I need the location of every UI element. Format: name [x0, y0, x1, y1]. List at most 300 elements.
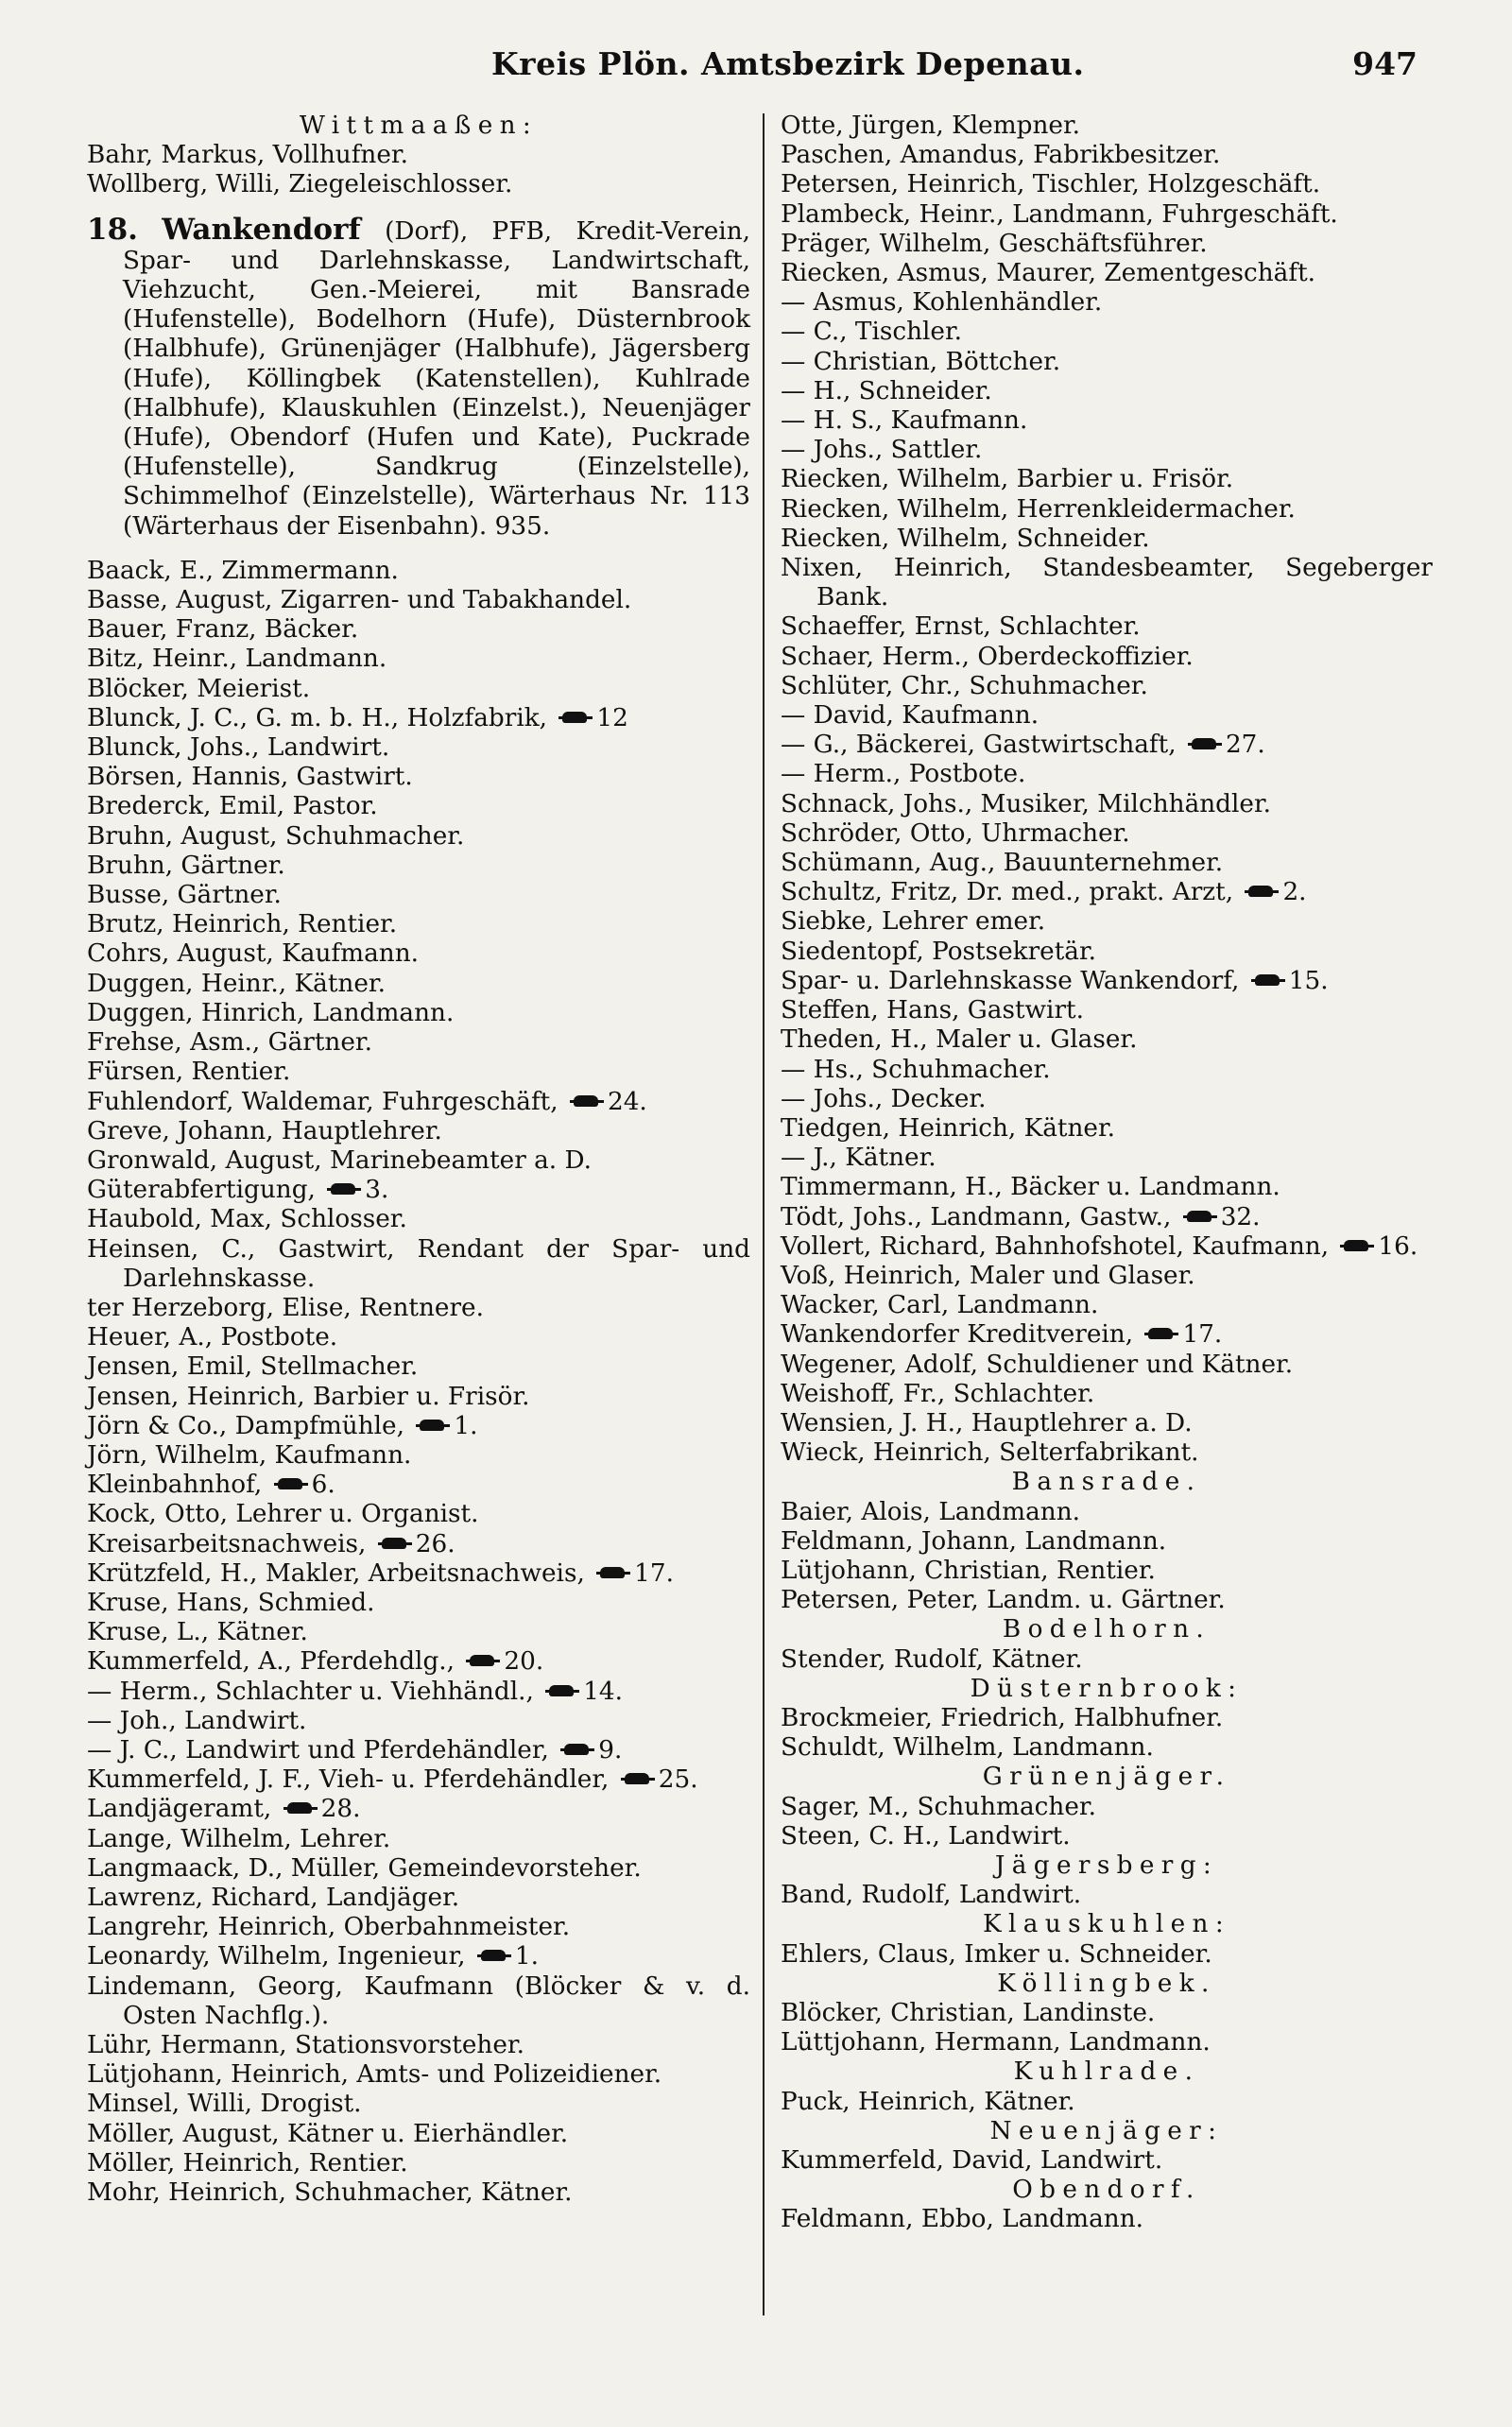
- entry-text: Siebke, Lehrer emer.: [781, 907, 1046, 937]
- entry-text: Fuhlendorf, Waldemar, Fuhrgeschäft,: [87, 1087, 558, 1116]
- directory-entry: [781, 1320, 1433, 1350]
- entry-text: — G., Bäckerei, Gastwirtschaft,: [781, 731, 1177, 760]
- phone-number: 28.: [320, 1795, 361, 1824]
- entry-text: Duggen, Hinrich, Landmann.: [87, 998, 455, 1027]
- directory-entry: [87, 822, 750, 852]
- entry-text: Leonardy, Wilhelm, Ingenieur,: [87, 1942, 466, 1971]
- directory-entry: [781, 1232, 1433, 1262]
- left-column: [87, 112, 750, 2208]
- entry-text: Wittmaaßen:: [299, 112, 539, 140]
- telephone-icon: [1188, 737, 1222, 750]
- entry-text: Spar- u. Darlehnskasse Wankendorf,: [781, 966, 1240, 995]
- entry-text: Jensen, Emil, Stellmacher.: [87, 1352, 419, 1382]
- entry-text: Kummerfeld, David, Landwirt.: [781, 2146, 1163, 2176]
- entry-text: Blöcker, Meierist.: [87, 674, 311, 703]
- phone-number: 20.: [504, 1647, 544, 1677]
- entry-text: Kuhlrade.: [1013, 2057, 1200, 2087]
- entry-text: Jägersberg:: [994, 1850, 1219, 1880]
- directory-entry: [87, 2031, 750, 2060]
- directory-entry: [87, 704, 750, 733]
- entry-text: Timmermann, H., Bäcker u. Landmann.: [781, 1173, 1280, 1202]
- entry-text: Riecken, Wilhelm, Barbier u. Frisör.: [781, 465, 1234, 494]
- entry-text: Schümann, Aug., Bauunternehmer.: [781, 849, 1224, 878]
- entry-text: Baier, Alois, Landmann.: [781, 1497, 1080, 1526]
- locality-heading: [781, 1468, 1433, 1497]
- directory-entry: [87, 2178, 750, 2208]
- directory-entry: [87, 1972, 750, 2031]
- entry-text: Obendorf.: [1012, 2176, 1201, 2205]
- entry-text: Voß, Heinrich, Maler und Glaser.: [781, 1261, 1195, 1290]
- directory-entry: [87, 1559, 750, 1589]
- entry-text: Bitz, Heinr., Landmann.: [87, 645, 387, 674]
- entry-text: Kummerfeld, J. F., Vieh- u. Pferdehändler,: [87, 1765, 610, 1795]
- directory-entry: [781, 377, 1433, 406]
- entry-text: Lange, Wilhelm, Lehrer.: [87, 1824, 391, 1853]
- locality-heading: [781, 2176, 1433, 2205]
- locality-heading: [781, 1615, 1433, 1644]
- entry-text: Kruse, L., Kätner.: [87, 1618, 308, 1647]
- directory-entry: [87, 1647, 750, 1677]
- entry-text: Börsen, Hannis, Gastwirt.: [87, 763, 413, 792]
- directory-entry: [87, 2120, 750, 2149]
- directory-entry: [87, 586, 750, 615]
- telephone-icon: [1340, 1239, 1374, 1252]
- entry-text: — Herm., Schlachter u. Viehhändl.,: [87, 1677, 534, 1706]
- directory-entry: [87, 1678, 750, 1707]
- entry-text: Lütjohann, Christian, Rentier.: [781, 1556, 1156, 1585]
- directory-entry: [87, 141, 750, 170]
- directory-entry: [781, 406, 1433, 436]
- directory-entry: [87, 733, 750, 763]
- telephone-icon: [466, 1654, 500, 1667]
- directory-entry: [781, 1645, 1433, 1675]
- entry-text: — Herm., Postbote.: [781, 760, 1026, 789]
- telephone-icon: [284, 1801, 318, 1815]
- entry-text: Band, Rudolf, Landwirt.: [781, 1881, 1082, 1910]
- entry-text: Frehse, Asm., Gärtner.: [87, 1028, 372, 1058]
- directory-entry: [87, 1205, 750, 1234]
- directory-entry: [781, 465, 1433, 494]
- telephone-icon: [477, 1949, 511, 1962]
- directory-entry: [781, 1085, 1433, 1114]
- entry-text: Blunck, Johs., Landwirt.: [87, 733, 390, 763]
- entry-text: Paschen, Amandus, Fabrikbesitzer.: [781, 141, 1221, 170]
- directory-entry: [781, 230, 1433, 259]
- directory-entry: [87, 1176, 750, 1205]
- locality-heading: [781, 1763, 1433, 1792]
- directory-entry: [87, 1323, 750, 1352]
- municipality-entry: [87, 212, 751, 542]
- page-header: [85, 45, 1427, 95]
- telephone-icon: [560, 1743, 594, 1756]
- directory-entry: [87, 1471, 750, 1500]
- entry-text: Jensen, Heinrich, Barbier u. Frisör.: [87, 1382, 530, 1411]
- entry-text: Schlüter, Chr., Schuhmacher.: [781, 671, 1148, 700]
- phone-number: 26.: [415, 1529, 455, 1558]
- entry-text: Steen, C. H., Landwirt.: [781, 1821, 1071, 1850]
- entry-text: Blunck, J. C., G. m. b. H., Holzfabrik,: [87, 703, 548, 732]
- right-column: [781, 112, 1433, 2235]
- entry-text: Lüttjohann, Hermann, Landmann.: [781, 2028, 1211, 2057]
- entry-text: Weishoff, Fr., Schlachter.: [781, 1379, 1095, 1408]
- entry-text: Feldmann, Johann, Landmann.: [781, 1526, 1167, 1556]
- entry-text: — H., Schneider.: [781, 376, 992, 405]
- entry-text: — Joh., Landwirt.: [87, 1706, 307, 1735]
- entry-text: Lawrenz, Richard, Landjäger.: [87, 1883, 460, 1912]
- entry-text: Neuenjäger:: [989, 2116, 1224, 2145]
- page-number: 947: [1352, 45, 1418, 82]
- directory-entry: [87, 170, 750, 199]
- municipality-name: Wankendorf: [162, 212, 361, 247]
- locality-heading: [781, 2117, 1433, 2146]
- telephone-icon: [558, 711, 593, 724]
- directory-entry: [781, 612, 1433, 642]
- telephone-icon: [545, 1684, 579, 1697]
- directory-entry: [781, 996, 1433, 1025]
- directory-entry: [87, 2149, 750, 2178]
- entry-text: Jörn, Wilhelm, Kaufmann.: [87, 1440, 412, 1470]
- directory-entry: [781, 1173, 1433, 1202]
- entry-text: Tiedgen, Heinrich, Kätner.: [781, 1113, 1116, 1143]
- entry-text: Klauskuhlen:: [982, 1910, 1231, 1939]
- directory-entry: [87, 1146, 750, 1176]
- directory-entry: [87, 2090, 750, 2119]
- entry-text: Wacker, Carl, Landmann.: [781, 1291, 1099, 1320]
- telephone-icon: [378, 1537, 412, 1550]
- directory-entry: [87, 1913, 750, 1942]
- entry-text: Ehlers, Claus, Imker u. Schneider.: [781, 1939, 1212, 1969]
- spacer: [87, 542, 750, 557]
- entry-text: Wensien, J. H., Hauptlehrer a. D.: [781, 1408, 1193, 1437]
- entry-text: Petersen, Heinrich, Tischler, Holzgeschäft.: [781, 170, 1321, 199]
- directory-entry: [781, 1557, 1433, 1586]
- entry-text: Petersen, Peter, Landm. u. Gärtner.: [781, 1586, 1226, 1615]
- telephone-icon: [1144, 1327, 1178, 1340]
- directory-entry: [781, 1733, 1433, 1763]
- entry-text: Wollberg, Willi, Ziegeleischlosser.: [87, 170, 513, 199]
- directory-entry: [87, 1530, 750, 1559]
- entry-text: Bodelhorn.: [1002, 1615, 1211, 1644]
- entry-text: — Johs., Decker.: [781, 1084, 987, 1113]
- phone-number: 6.: [311, 1471, 335, 1500]
- column-divider: [763, 113, 765, 2315]
- directory-entry: [87, 1707, 750, 1736]
- directory-entry: [87, 881, 750, 910]
- entry-text: Krützfeld, H., Makler, Arbeitsnachweis,: [87, 1558, 585, 1588]
- entry-text: Düsternbrook:: [970, 1674, 1244, 1703]
- entry-text: — Christian, Böttcher.: [781, 347, 1061, 376]
- entry-text: Schnack, Johs., Musiker, Milchhändler.: [781, 789, 1272, 818]
- directory-entry: [87, 1088, 750, 1117]
- directory-entry: [781, 112, 1433, 141]
- directory-entry: [87, 910, 750, 939]
- entry-text: Nixen, Heinrich, Standesbeamter, Segeberger Bank.: [781, 554, 1433, 612]
- entry-text: Basse, August, Zigarren- und Tabakhandel.: [87, 586, 632, 615]
- telephone-icon: [1245, 885, 1279, 898]
- entry-text: Brockmeier, Friedrich, Halbhufner.: [781, 1703, 1224, 1732]
- phone-number: 1.: [514, 1942, 539, 1971]
- entry-text: Bahr, Markus, Vollhufner.: [87, 141, 408, 170]
- directory-entry: [781, 495, 1433, 525]
- entry-text: Güterabfertigung,: [87, 1176, 316, 1205]
- directory-entry: [781, 1056, 1433, 1085]
- directory-entry: [781, 141, 1433, 170]
- phone-number: 24.: [607, 1087, 647, 1116]
- locality-heading: [781, 2057, 1433, 2087]
- directory-entry: [87, 763, 750, 792]
- entry-text: Köllingbek.: [997, 1969, 1216, 1998]
- directory-entry: [87, 615, 750, 645]
- directory-entry: [781, 1203, 1433, 1232]
- directory-entry: [87, 1795, 750, 1824]
- phone-number: 3.: [365, 1176, 389, 1205]
- directory-entry: [781, 819, 1433, 849]
- entry-text: Duggen, Heinr., Kätner.: [87, 969, 386, 998]
- directory-entry: [87, 645, 750, 674]
- entry-text: Puck, Heinrich, Kätner.: [781, 2087, 1075, 2116]
- directory-entry: [781, 701, 1433, 731]
- phone-number: 32.: [1220, 1202, 1261, 1231]
- directory-entry: [781, 1793, 1433, 1822]
- directory-entry: [87, 1618, 750, 1647]
- directory-entry: [781, 938, 1433, 967]
- directory-entry: [87, 675, 750, 704]
- entry-text: Möller, Heinrich, Rentier.: [87, 2148, 408, 2177]
- entry-text: Siedentopf, Postsekretär.: [781, 937, 1097, 966]
- directory-entry: [87, 1736, 750, 1765]
- telephone-icon: [416, 1419, 450, 1432]
- entry-text: Lühr, Hermann, Stationsvorsteher.: [87, 2031, 524, 2059]
- entry-text: Wankendorfer Kreditverein,: [781, 1320, 1134, 1350]
- entry-text: Greve, Johann, Hauptlehrer.: [87, 1116, 442, 1145]
- entry-text: — Johs., Sattler.: [781, 436, 983, 465]
- entry-text: Stender, Rudolf, Kätner.: [781, 1644, 1083, 1674]
- directory-entry: [781, 1438, 1433, 1468]
- directory-entry: [87, 1942, 750, 1971]
- telephone-icon: [596, 1566, 630, 1579]
- directory-entry: [781, 1351, 1433, 1380]
- entry-text: Otte, Jürgen, Klempner.: [781, 112, 1081, 140]
- phone-number: 1.: [454, 1411, 478, 1440]
- telephone-icon: [274, 1477, 308, 1490]
- directory-entry: [781, 672, 1433, 701]
- entry-text: Feldmann, Ebbo, Landmann.: [781, 2205, 1143, 2234]
- directory-entry: [781, 1025, 1433, 1055]
- directory-entry: [87, 1383, 750, 1412]
- directory-entry: [87, 1058, 750, 1087]
- directory-entry: [87, 1412, 750, 1441]
- directory-entry: [781, 348, 1433, 377]
- phone-number: 16.: [1378, 1231, 1418, 1261]
- entry-text: Riecken, Wilhelm, Schneider.: [781, 524, 1150, 553]
- directory-entry: [781, 878, 1433, 907]
- directory-entry: [781, 2088, 1433, 2117]
- entry-text: Fürsen, Rentier.: [87, 1058, 291, 1087]
- directory-entry: [781, 318, 1433, 347]
- directory-entry: [87, 1765, 750, 1795]
- entry-text: Bansrade.: [1011, 1468, 1202, 1497]
- entry-text: Busse, Gärtner.: [87, 881, 282, 910]
- entry-text: Lindemann, Georg, Kaufmann (Blöcker & v. d. Osten Nachflg.).: [87, 1971, 750, 2030]
- phone-number: 17.: [1182, 1320, 1223, 1350]
- entry-text: — J. C., Landwirt und Pferdehändler,: [87, 1735, 549, 1764]
- entry-text: Präger, Wilhelm, Geschäftsführer.: [781, 229, 1208, 258]
- phone-number: 17.: [634, 1558, 674, 1588]
- locality-heading: [87, 112, 750, 141]
- directory-entry: [781, 1822, 1433, 1851]
- entry-text: Brutz, Heinrich, Rentier.: [87, 910, 398, 939]
- directory-entry: [781, 200, 1433, 230]
- directory-entry: [781, 849, 1433, 878]
- entry-text: — J., Kätner.: [781, 1144, 936, 1173]
- entry-text: Blöcker, Christian, Landinste.: [781, 1999, 1156, 2027]
- entry-text: Langrehr, Heinrich, Oberbahnmeister.: [87, 1913, 571, 1942]
- directory-entry: [781, 1409, 1433, 1438]
- entry-text: Bruhn, Gärtner.: [87, 851, 285, 880]
- directory-entry: [87, 1294, 750, 1323]
- entry-text: Kock, Otto, Lehrer u. Organist.: [87, 1500, 479, 1529]
- telephone-icon: [1183, 1210, 1217, 1223]
- locality-heading: [781, 1910, 1433, 1939]
- directory-entry: [781, 2205, 1433, 2234]
- directory-entry: [87, 1117, 750, 1146]
- entry-text: Schultz, Fritz, Dr. med., prakt. Arzt,: [781, 878, 1234, 907]
- entry-text: Schröder, Otto, Uhrmacher.: [781, 818, 1130, 848]
- locality-heading: [781, 1675, 1433, 1704]
- locality-heading: [781, 1851, 1433, 1881]
- entry-text: Kummerfeld, A., Pferdehdlg.,: [87, 1647, 455, 1677]
- entry-text: Kleinbahnhof,: [87, 1471, 263, 1500]
- directory-entry: [87, 1854, 750, 1884]
- directory-entry: [781, 760, 1433, 789]
- entry-text: Vollert, Richard, Bahnhofshotel, Kaufmann,: [781, 1231, 1330, 1261]
- entry-text: Jörn & Co., Dampfmühle,: [87, 1411, 404, 1440]
- entry-text: Kreisarbeitsnachweis,: [87, 1529, 367, 1558]
- directory-entry: [87, 1441, 750, 1471]
- directory-entry: [87, 557, 750, 586]
- entry-text: — C., Tischler.: [781, 318, 963, 347]
- entry-text: Heuer, A., Postbote.: [87, 1323, 338, 1352]
- entry-text: Schaer, Herm., Oberdeckoffizier.: [781, 642, 1194, 671]
- phone-number: 12: [596, 703, 628, 732]
- locality-heading: [781, 1970, 1433, 1999]
- directory-entry: [781, 790, 1433, 819]
- entry-text: — H. S., Kaufmann.: [781, 406, 1028, 436]
- entry-text: Wieck, Heinrich, Selterfabrikant.: [781, 1438, 1199, 1468]
- entry-text: Brederck, Emil, Pastor.: [87, 792, 378, 821]
- entry-text: Kruse, Hans, Schmied.: [87, 1588, 375, 1617]
- entry-text: — David, Kaufmann.: [781, 701, 1040, 731]
- directory-entry: [781, 1380, 1433, 1409]
- entry-text: Cohrs, August, Kaufmann.: [87, 939, 419, 969]
- directory-entry: [781, 1262, 1433, 1291]
- entry-text: ter Herzeborg, Elise, Rentnere.: [87, 1293, 484, 1322]
- entry-text: Langmaack, D., Müller, Gemeindevorsteher.: [87, 1853, 642, 1883]
- directory-entry: [87, 1884, 750, 1913]
- entry-text: Minsel, Willi, Drogist.: [87, 2090, 362, 2119]
- directory-entry: [781, 1114, 1433, 1144]
- phone-number: 27.: [1225, 731, 1265, 760]
- entry-text: Gronwald, August, Marinebeamter a. D.: [87, 1145, 593, 1175]
- entry-text: Möller, August, Kätner u. Eierhändler.: [87, 2119, 569, 2148]
- directory-entry: [781, 1881, 1433, 1910]
- directory-entry: [87, 1352, 750, 1382]
- directory-entry: [87, 852, 750, 881]
- directory-entry: [87, 999, 750, 1028]
- directory-entry: [87, 1235, 750, 1294]
- entry-text: Theden, H., Maler u. Glaser.: [781, 1025, 1138, 1055]
- entry-text: Plambeck, Heinr., Landmann, Fuhrgeschäft.: [781, 199, 1338, 229]
- entry-text: Baack, E., Zimmermann.: [87, 556, 399, 585]
- entry-text: Mohr, Heinrich, Schuhmacher, Kätner.: [87, 2178, 573, 2208]
- directory-entry: [781, 1704, 1433, 1733]
- directory-entry: [781, 1999, 1433, 2028]
- directory-entry: [781, 1144, 1433, 1173]
- directory-entry: [781, 525, 1433, 554]
- entry-text: — Hs., Schuhmacher.: [781, 1055, 1051, 1084]
- directory-entry: [781, 288, 1433, 318]
- entry-text: Grünenjäger.: [982, 1763, 1231, 1792]
- directory-entry: [781, 2028, 1433, 2057]
- entry-text: Sager, M., Schuhmacher.: [781, 1792, 1096, 1821]
- municipality-description: (Dorf), PFB, Kredit-Verein, Spar- und Darlehnskasse, Landwirtschaft, Viehzucht, Gen.-Meierei, mit Bansrade (Hufenstelle), Bodelhorn (Hufe), Düsternbrook (Halbhufe), Grünenjäger (Halbhufe), Jägersberg (Hufe), Köllingbek (Katenstellen), Kuhlrade (Halbhufe), Klauskuhlen (Einzelst.), Neuenjäger (Hufe), Obendorf (Hufen und Kate), Puckrade (Hufenstelle), Sandkrug (Einzelstelle), Schimmelhof (Einzelstelle), Wärterhaus Nr. 113 (Wärterhaus der Eisenbahn). 935.: [123, 216, 751, 541]
- entry-text: Landjägeramt,: [87, 1795, 272, 1824]
- page-title: Kreis Plön. Amtsbezirk Depenau.: [491, 45, 1085, 82]
- directory-entry: [781, 967, 1433, 996]
- entry-text: Heinsen, C., Gastwirt, Rendant der Spar- und Darlehnskasse.: [87, 1234, 750, 1293]
- directory-entry: [781, 731, 1433, 760]
- entry-text: Lütjohann, Heinrich, Amts- und Polizeidiener.: [87, 2060, 662, 2090]
- directory-entry: [781, 2146, 1433, 2176]
- entry-text: Wegener, Adolf, Schuldiener und Kätner.: [781, 1350, 1294, 1379]
- directory-entry: [87, 1825, 750, 1854]
- entry-text: Riecken, Wilhelm, Herrenkleidermacher.: [781, 494, 1296, 524]
- entry-text: Schaeffer, Ernst, Schlachter.: [781, 612, 1141, 642]
- directory-entry: [781, 170, 1433, 199]
- directory-entry: [781, 436, 1433, 465]
- directory-entry: [87, 2060, 750, 2090]
- directory-entry: [781, 907, 1433, 937]
- entry-text: Haubold, Max, Schlosser.: [87, 1205, 407, 1234]
- directory-entry: [87, 1589, 750, 1618]
- directory-entry: [781, 259, 1433, 288]
- telephone-icon: [1251, 973, 1285, 987]
- phone-number: 15.: [1288, 966, 1329, 995]
- directory-entry: [87, 1028, 750, 1058]
- directory-entry: [781, 1940, 1433, 1970]
- entry-text: Riecken, Asmus, Maurer, Zementgeschäft.: [781, 259, 1316, 288]
- directory-entry: [781, 643, 1433, 672]
- phone-number: 2.: [1282, 878, 1307, 907]
- directory-entry: [781, 1498, 1433, 1527]
- phone-number: 14.: [583, 1677, 624, 1706]
- directory-entry: [87, 1500, 750, 1529]
- directory-entry: [781, 1291, 1433, 1320]
- directory-entry: [781, 554, 1433, 612]
- entry-text: Tödt, Johs., Landmann, Gastw.,: [781, 1202, 1172, 1231]
- entry-text: Steffen, Hans, Gastwirt.: [781, 996, 1084, 1025]
- entry-text: Schuldt, Wilhelm, Landmann.: [781, 1733, 1154, 1763]
- section-number: 18.: [87, 212, 138, 247]
- directory-entry: [87, 792, 750, 821]
- phone-number: 9.: [598, 1735, 623, 1764]
- directory-entry: [87, 939, 750, 969]
- directory-entry: [781, 1527, 1433, 1557]
- telephone-icon: [570, 1094, 604, 1108]
- entry-text: — Asmus, Kohlenhändler.: [781, 288, 1103, 318]
- directory-entry: [87, 970, 750, 999]
- telephone-icon: [621, 1772, 655, 1785]
